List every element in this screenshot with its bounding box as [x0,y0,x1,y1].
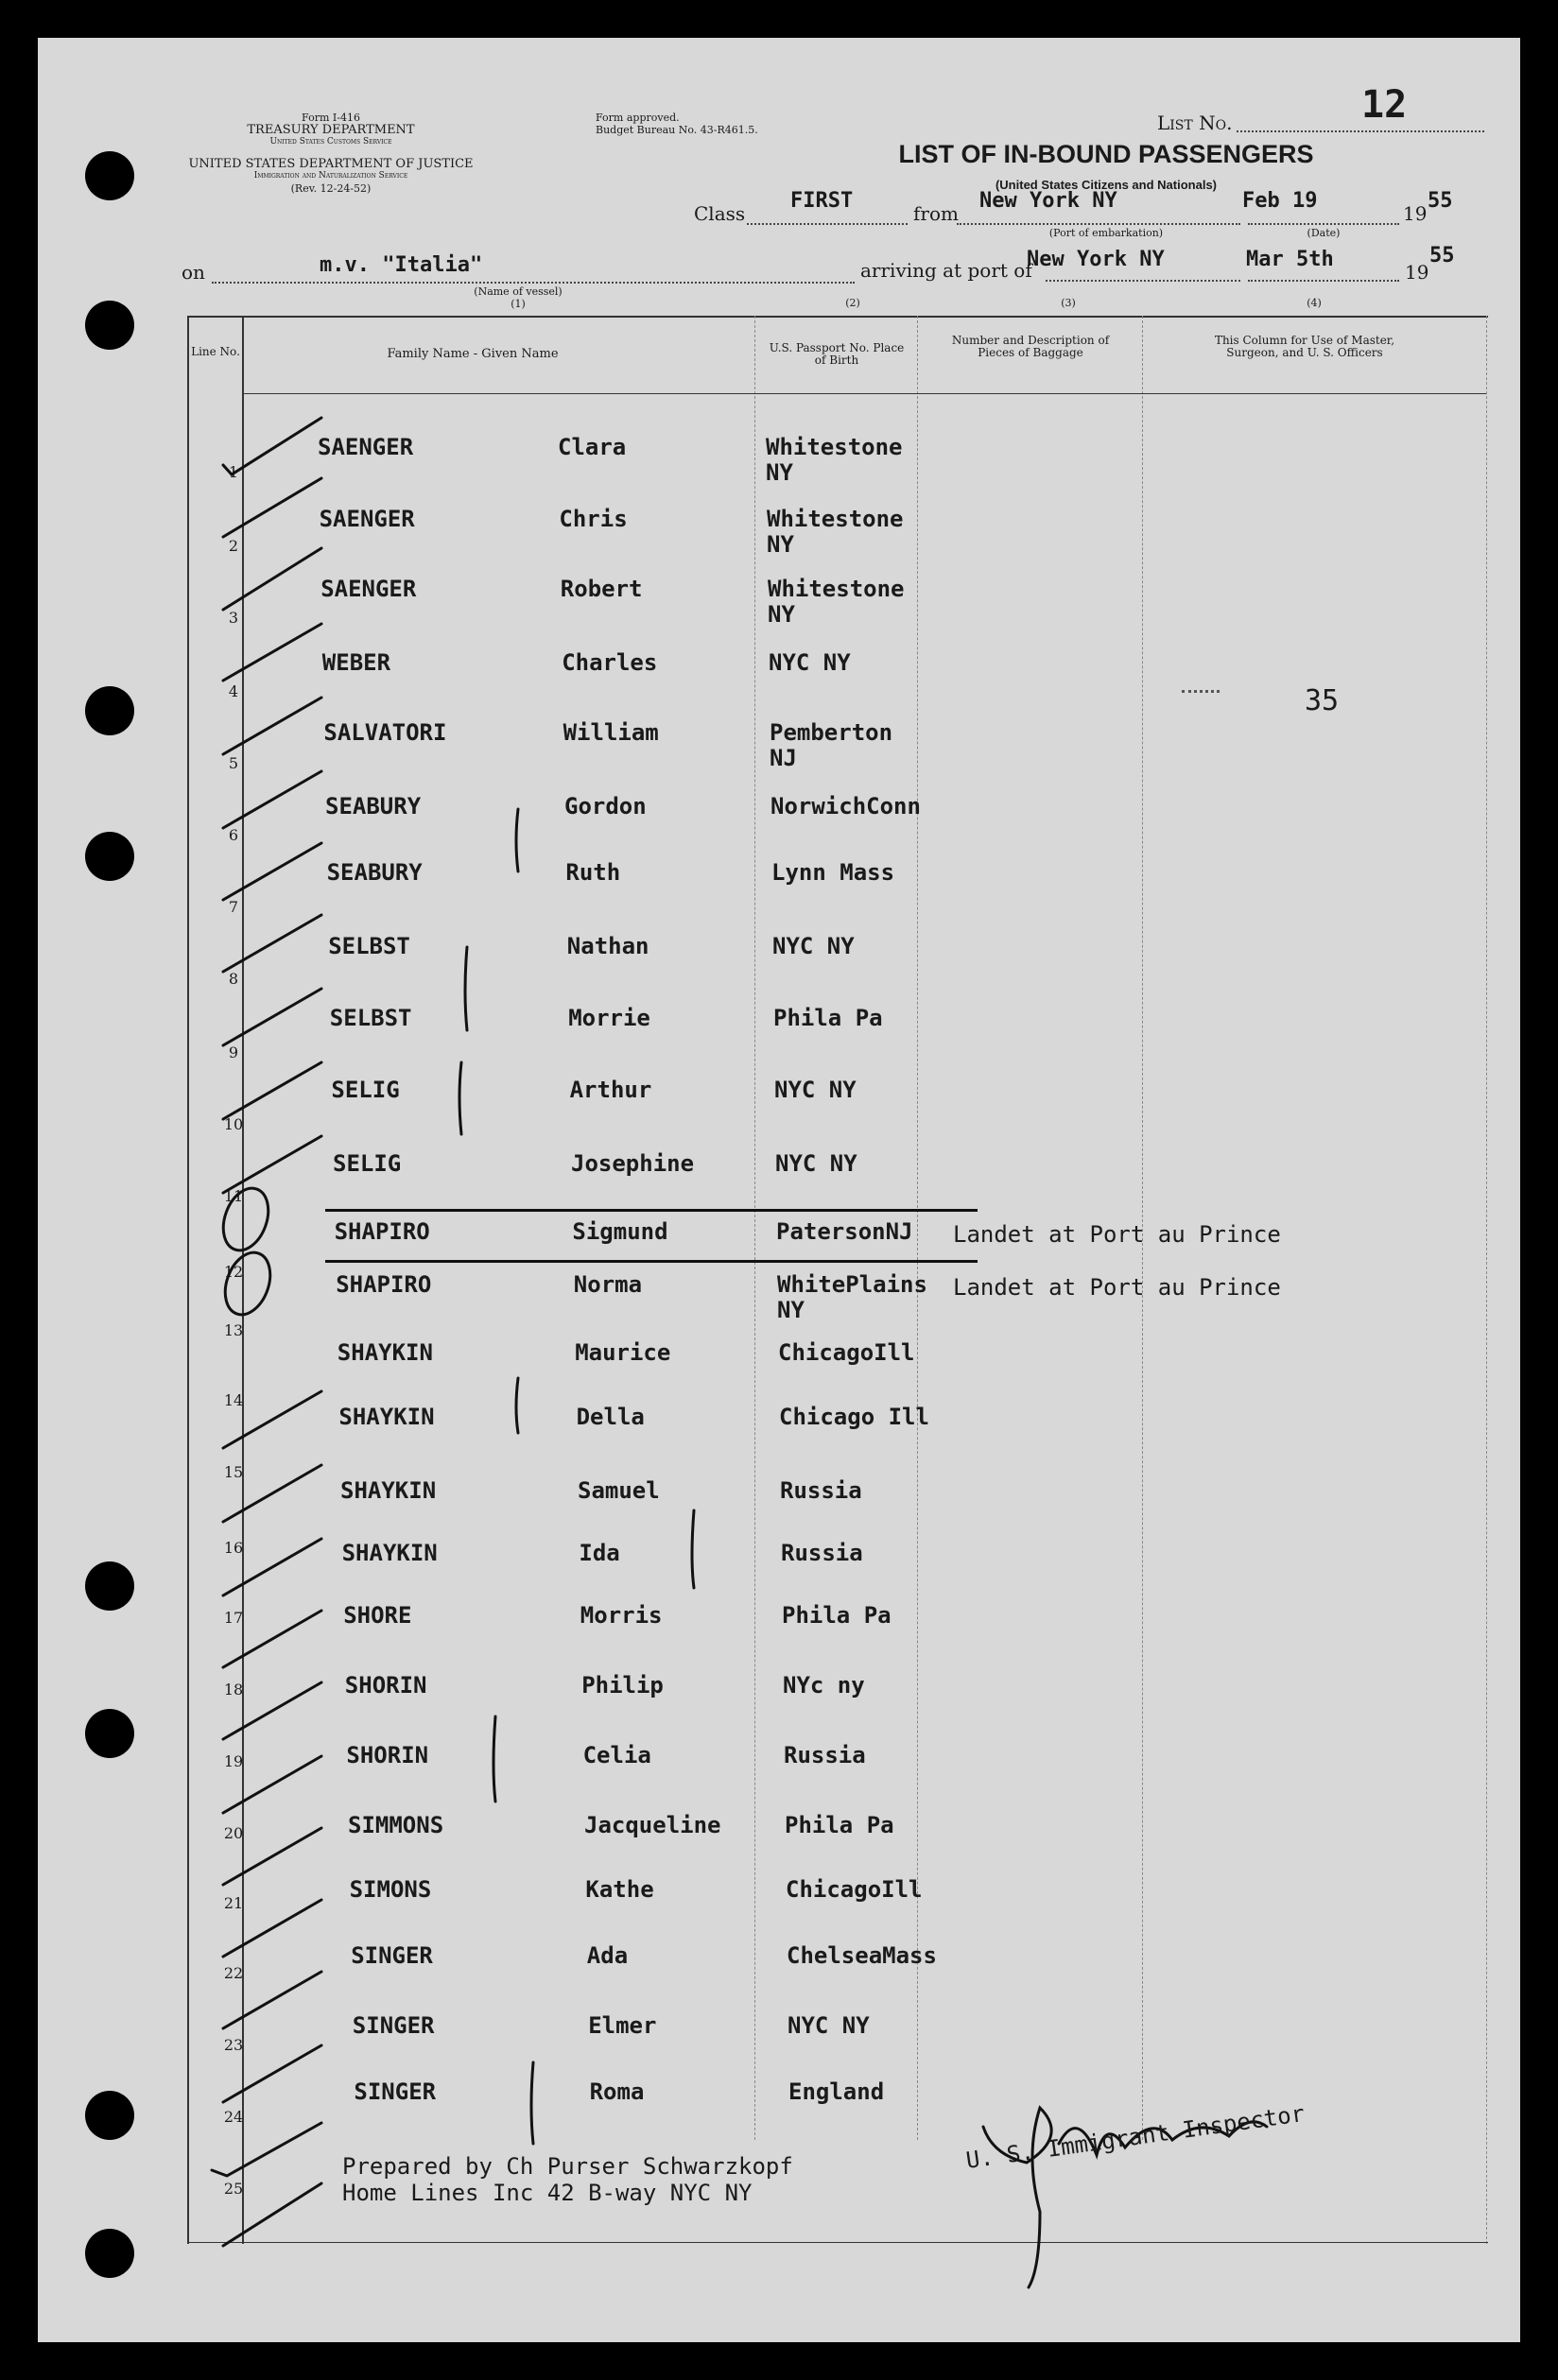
family-name: SIMONS [349,1876,432,1903]
year-prefix-arrival: 19 [1405,261,1429,284]
family-name: SHAYKIN [338,1404,435,1430]
line-number: 22 [223,1964,244,1982]
place-of-birth: Phila Pa [785,1812,894,1838]
given-name: Roma [589,2078,645,2105]
line-number: 5 [228,754,239,772]
justice-department: UNITED STATES DEPARTMENT OF JUSTICE [188,157,474,171]
year-prefix: 19 [1403,202,1428,225]
given-name: Norma [573,1271,643,1298]
family-name: SINGER [352,2012,435,2039]
caption-3: (3) [1061,297,1076,309]
line-number: 20 [223,1824,244,1842]
ins-service: Immigration and Naturalization Service [253,171,408,181]
given-name: Morris [580,1602,663,1629]
vessel-caption: (Name of vessel) [474,285,563,298]
given-name: Maurice [575,1339,671,1366]
line-number: 6 [228,826,239,844]
handwritten-checkmarks [38,38,1520,2342]
line-number: 21 [223,1894,244,1912]
arrival-date: Mar 5th [1246,248,1334,271]
place-of-birth: NYC NY [769,649,851,676]
given-name: Celia [582,1742,651,1768]
form-title: LIST OF IN-BOUND PASSENGERS [898,140,1314,168]
family-name: SELBST [328,933,410,959]
on-label: on [182,261,205,284]
place-of-birth: WhitePlains NY [777,1271,927,1323]
list-no-label: List No. [1157,112,1233,134]
given-name: Kathe [585,1876,654,1903]
family-name: SHAYKIN [341,1540,438,1566]
given-name: Robert [560,576,643,602]
customs-service: United States Customs Service [269,137,392,147]
line-number: 18 [223,1681,244,1699]
line-number: 13 [223,1321,244,1339]
family-name: SEABURY [325,793,422,819]
given-name: Philip [581,1672,664,1699]
given-name: Ruth [565,859,621,886]
line-number: 23 [223,2036,244,2054]
given-name: Chris [559,506,628,532]
family-name: SELBST [329,1005,412,1031]
family-name: SINGER [351,1942,433,1969]
family-name: SHAYKIN [337,1339,433,1366]
arriving-label: arriving at port of [860,259,1032,282]
family-name: SEABURY [326,859,423,886]
place-of-birth: Russia [781,1540,863,1566]
family-name: SELIG [333,1150,402,1177]
class-label: Class [694,202,746,225]
family-name: SAENGER [318,434,414,460]
list-number: 12 [1361,83,1408,127]
prepared-by: Prepared by Ch Purser Schwarzkopf [342,2153,793,2180]
caption-4: (4) [1307,297,1322,309]
family-name: SHAYKIN [340,1477,437,1504]
family-name: SELIG [331,1077,400,1103]
place-of-birth: Whitestone NY [768,576,905,628]
given-name: Arthur [569,1077,652,1103]
col-family-name: Family Name - Given Name [387,347,559,361]
caption-1: (1) [511,298,526,310]
officer-note: 35 [1305,684,1340,717]
line-number: 14 [223,1391,244,1409]
line-number: 24 [223,2108,244,2126]
place-of-birth: PatersonNJ [776,1218,913,1245]
line-number: 10 [223,1115,244,1133]
inspector-title: U. S. Immigrant Inspector [964,2099,1307,2174]
line-number: 25 [223,2180,244,2198]
place-of-birth: England [788,2078,885,2105]
given-name: Sigmund [572,1218,668,1245]
place-of-birth: Phila Pa [773,1005,883,1031]
place-of-birth: NYC NY [775,1150,857,1177]
line-number: 16 [223,1539,244,1557]
place-of-birth: Lynn Mass [771,859,895,886]
col-baggage: Number and Description of Pieces of Baggage [951,334,1110,359]
family-name: WEBER [321,649,391,676]
family-name: SALVATORI [323,719,447,746]
line-number: 8 [228,970,239,988]
place-of-birth: NYC NY [788,2012,870,2039]
family-name: SHORIN [344,1672,427,1699]
given-name: Ada [586,1942,629,1969]
departure-date: Feb 19 [1242,189,1318,213]
family-name: SIMMONS [348,1812,444,1838]
port-embark-caption: (Port of embarkation) [1048,227,1164,239]
given-name: Gordon [564,793,647,819]
line-number: 11 [223,1187,244,1205]
baggage-remark: Landet at Port au Prince [953,1221,1281,1248]
given-name: Charles [562,649,658,676]
budget-bureau: Budget Bureau No. 43-R461.5. [596,124,758,136]
date-caption: (Date) [1307,227,1341,239]
col-passport: U.S. Passport No. Place of Birth [769,341,905,367]
form-number: Form I-416 [302,112,360,124]
treasury-department: TREASURY DEPARTMENT [247,123,415,137]
given-name: Samuel [578,1477,660,1504]
form-subtitle: (United States Citizens and Nationals) [995,178,1218,192]
arrival-year: 55 [1429,244,1455,267]
place-of-birth: ChicagoIll [786,1876,923,1903]
port-of-embarkation: New York NY [979,189,1117,213]
place-of-birth: NYc ny [783,1672,865,1699]
family-name: SINGER [354,2078,437,2105]
place-of-birth: NYC NY [774,1077,857,1103]
from-label: from [913,202,959,225]
vessel-name: m.v. "Italia" [320,253,483,277]
given-name: Ida [579,1540,620,1566]
line-number: 7 [228,898,239,916]
revision-date: (Rev. 12-24-52) [290,182,372,195]
family-name: SAENGER [319,506,415,532]
given-name: Morrie [568,1005,650,1031]
departure-year: 55 [1428,189,1453,213]
family-name: SHORIN [346,1742,429,1768]
family-name: SAENGER [320,576,417,602]
place-of-birth: Russia [780,1477,862,1504]
place-of-birth: Whitestone NY [766,434,903,486]
line-number: 1 [228,463,239,481]
place-of-birth: Whitestone NY [767,506,904,558]
family-name: SHAPIRO [334,1218,430,1245]
line-number: 19 [223,1752,244,1770]
line-number: 2 [228,537,239,555]
given-name: Elmer [588,2012,657,2039]
col-officers: This Column for Use of Master, Surgeon, and U. S. Officers [1214,334,1395,359]
given-name: Jacqueline [584,1812,721,1838]
baggage-remark: Landet at Port au Prince [953,1274,1281,1301]
place-of-birth: Chicago Ill [779,1404,929,1430]
place-of-birth: Russia [784,1742,866,1768]
given-name: Josephine [571,1150,695,1177]
family-name: SHAPIRO [336,1271,432,1298]
place-of-birth: ChicagoIll [778,1339,915,1366]
place-of-birth: Pemberton NJ [770,719,893,771]
form-approved: Form approved. [596,112,680,124]
family-name: SHORE [343,1602,412,1629]
given-name: Nathan [566,933,649,959]
given-name: William [563,719,659,746]
caption-2: (2) [845,297,860,309]
col-line-no: Line No. [191,345,240,358]
given-name: Della [576,1404,645,1430]
line-number: 12 [223,1263,244,1281]
place-of-birth: ChelseaMass [787,1942,937,1969]
prepared-company: Home Lines Inc 42 B-way NYC NY [342,2180,753,2206]
place-of-birth: NYC NY [772,933,855,959]
passenger-list-page [38,38,1520,2342]
line-number: 17 [223,1609,244,1627]
line-number: 15 [223,1463,244,1481]
line-number: 3 [228,609,239,627]
given-name: Clara [558,434,627,460]
arrival-port: New York NY [1027,248,1165,271]
line-number: 9 [228,1043,239,1061]
class-value: FIRST [790,189,854,213]
place-of-birth: Phila Pa [782,1602,892,1629]
line-number: 4 [228,682,239,700]
place-of-birth: NorwichConn [770,793,921,819]
